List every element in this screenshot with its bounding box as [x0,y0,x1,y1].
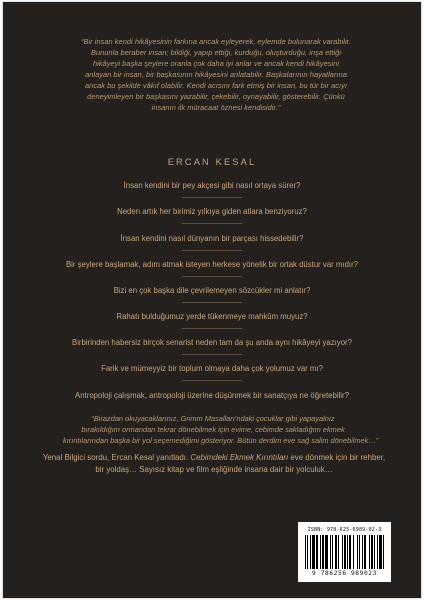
epigraph-line: hikâyeyi başka şeylere oranla çok daha iyi anlar ve ancak kendi hikâyesini [92,59,340,68]
epigraph-line: anlayan bir insan, bir başkasının hikâyesini anlatabilir. Başkalarının hayatlarına [85,70,347,79]
barcode-stripe [312,535,315,569]
barcode-stripe [305,535,306,569]
barcode-bars [305,535,385,569]
blurb-text: Yenal Bilgici sordu, Ercan Kesal yanıtladı. [42,453,191,462]
barcode-stripe [353,535,354,569]
barcode-stripe [369,535,370,569]
question-item: Bizi en çok başka dile çevrilemeyen sözcükler mi anlatır? [113,286,311,295]
barcode-stripe [364,535,366,569]
barcode-stripe [320,535,321,569]
barcode-stripe [342,535,343,569]
epigraph-author: ERCAN KESAL [167,157,257,167]
barcode-stripe [362,535,363,569]
question-item: Birbirinden habersiz birçok senarist neden tam da şu anda aynı hikâyeyi yazıyor? [72,338,352,347]
barcode-stripe [330,535,331,569]
epigraph-line: deneyimleyen bir başkasını yazabilir, çekebilir, oynayabilir, gösterebilir. Çünkü [87,92,345,101]
book-back-cover [3,2,421,598]
epigraph-quote [61,36,371,113]
divider [182,250,242,251]
barcode-stripe [325,535,328,569]
isbn-label: ISBN: 978-625-6989-02-3 [307,527,382,533]
barcode-stripe [307,535,308,569]
barcode-stripe [371,535,373,569]
barcode-stripe [344,535,346,569]
barcode-stripe [379,535,382,569]
divider [182,197,242,198]
barcode-stripe [332,535,333,569]
closing-quote-line: “Birazdan okuyacaklarınız, Grimm Masalları’ndaki çocuklar gibi yapayalnız [91,414,335,423]
barcode-stripe [322,535,324,569]
book-title: Cebimdeki Ekmek Kırıntıları [190,453,289,462]
barcode-stripe [359,535,360,569]
barcode-stripe [310,535,311,569]
divider [182,354,242,355]
epigraph-line: insanın ilk müracaat öznesi kendisidir.” [151,103,281,112]
epigraph-line: ancak bu şekilde vâkıf olabilir. Kendi acısını fark etmiş bir insan, bu tür bir acıyı [85,81,347,90]
barcode-stripe [383,535,384,569]
blurb-text: eve dönmek için bir rehber, bir yoldaş… Sayısız kitap ve film eşliğinde insana dair bir yolculuk… [95,453,386,474]
closing-quote-line: kırıntılarından başka bir yol seçemediğimi gösteriyor. Bütün derdim eve sağ salim dönebilmek…” [63,436,379,445]
barcode-stripe [349,535,351,569]
barcode-stripe [357,535,358,569]
question-item: Farik ve mümeyyiz bir toplum olmaya daha çok yolumuz var mı? [101,364,323,373]
epigraph-line: Bununla beraber insan; bildiği, yapıp ettiği, kurduğu, oluşturduğu, inşa ettiği [90,48,342,57]
ean-number: 9 786256 989023 [312,570,377,577]
barcode-stripe [338,535,339,569]
barcode-stripe [335,535,337,569]
divider [182,223,242,224]
divider [182,380,242,381]
divider [182,302,242,303]
divider [182,276,242,277]
closing-quote [63,413,379,446]
question-item: İnsan kendini nasıl dünyanın bir parçası hissedebilir? [120,234,304,243]
barcode-stripe [374,535,375,569]
barcode [298,522,391,582]
divider [182,328,242,329]
question-item: Bir şeylere başlamak, adım atmak isteyen herkese yönelik bir ortak düstur var mıdır? [65,260,359,269]
question-item: İnsan kendini bir pey akçesi gibi nasıl ortaya sürer? [123,181,301,190]
question-item: Antropoloji çalışmak, antropoloji üzerine düşünmek bir sanatçıya ne öğretebilir? [75,391,349,400]
barcode-stripe [377,535,378,569]
question-item: Neden artık her birimiz yılkıya giden atlara benziyoruz? [117,207,307,216]
blurb-paragraph [39,452,389,476]
epigraph-line: “Bir insan kendi hikâyesinin farkına ancak eyleyerek, eylemde bulunarak varabilir. [80,37,352,46]
barcode-stripe [316,535,318,569]
question-item: Rahatı bulduğumuz yerde tükenmeye mahkûm muyuz? [116,312,308,321]
barcode-stripe [347,535,348,569]
closing-quote-line: bırakıldığım ormandan tekrar dönebilmek için evime, cebimde sakladığım ekmek [81,425,345,434]
